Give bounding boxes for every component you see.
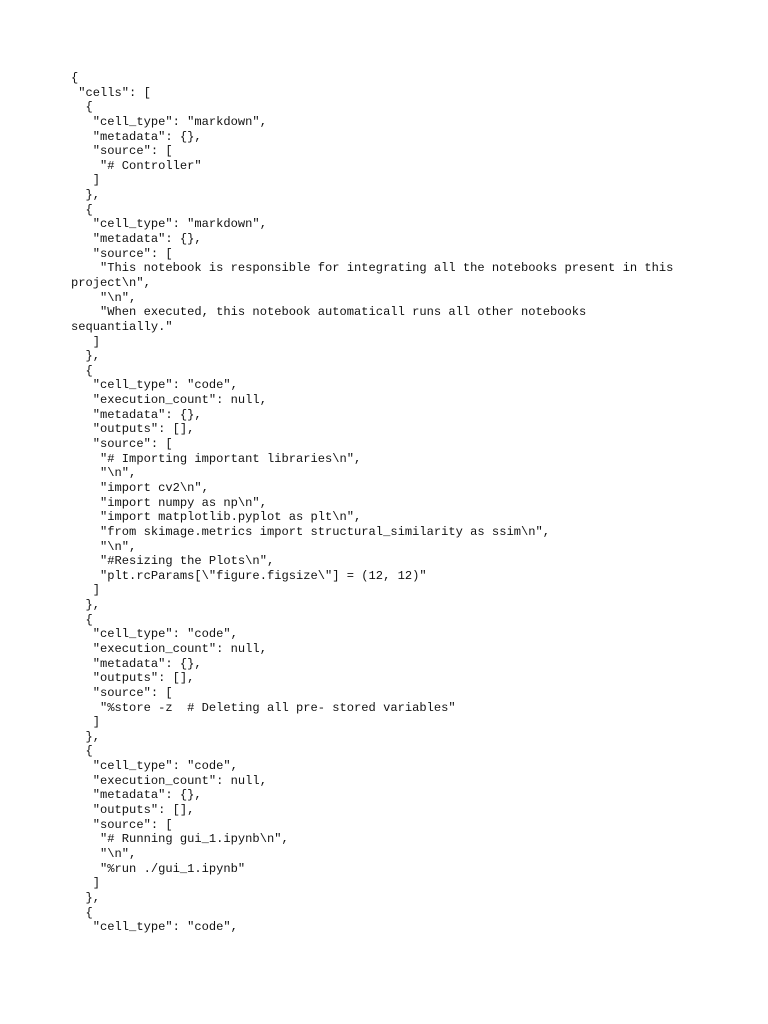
notebook-json-text <box>71 71 728 935</box>
code-line: ] <box>71 715 101 730</box>
code-line: "cell_type": "markdown", <box>71 217 267 232</box>
code-line: { <box>71 363 93 378</box>
code-line: { <box>71 100 93 115</box>
code-line: }, <box>71 890 101 905</box>
code-line: "outputs": [], <box>71 803 195 818</box>
code-line: "# Running gui_1.ipynb\n", <box>71 832 289 847</box>
code-line: "execution_count": null, <box>71 393 267 408</box>
code-line: }, <box>71 188 101 203</box>
code-line: "from skimage.metrics import structural_similarity as ssim\n", <box>71 524 550 539</box>
code-line: "\n", <box>71 290 137 305</box>
code-line: "source": [ <box>71 246 173 261</box>
code-line: "cell_type": "code", <box>71 759 238 774</box>
code-line: "outputs": [], <box>71 422 195 437</box>
code-line: ] <box>71 876 101 891</box>
code-line: "execution_count": null, <box>71 773 267 788</box>
code-line: "metadata": {}, <box>71 232 202 247</box>
code-line: }, <box>71 598 101 613</box>
code-line: }, <box>71 349 101 364</box>
code-line: ] <box>71 334 101 349</box>
code-line: { <box>71 71 79 85</box>
code-line: "metadata": {}, <box>71 788 202 803</box>
code-line: { <box>71 202 93 217</box>
code-line: ] <box>71 583 101 598</box>
code-line: }, <box>71 729 101 744</box>
code-line: "source": [ <box>71 685 173 700</box>
code-line: "%store -z # Deleting all pre- stored variables" <box>71 700 456 715</box>
code-line: { <box>71 612 93 627</box>
code-line: project\n", <box>71 275 151 290</box>
code-line: "metadata": {}, <box>71 656 202 671</box>
code-line: "source": [ <box>71 144 173 159</box>
code-line: "source": [ <box>71 817 173 832</box>
code-line: "\n", <box>71 466 137 481</box>
code-line: "# Importing important libraries\n", <box>71 451 362 466</box>
code-line: "cell_type": "code", <box>71 920 238 935</box>
code-line: "plt.rcParams[\"figure.figsize\"] = (12, 12)" <box>71 568 427 583</box>
code-line: "metadata": {}, <box>71 129 202 144</box>
code-line: ] <box>71 173 101 188</box>
code-line: "This notebook is responsible for integrating all the notebooks present in this <box>71 261 674 276</box>
code-line: "%run ./gui_1.ipynb" <box>71 861 246 876</box>
code-line: "execution_count": null, <box>71 641 267 656</box>
code-line: "metadata": {}, <box>71 407 202 422</box>
code-line: "outputs": [], <box>71 671 195 686</box>
code-line: "When executed, this notebook automaticall runs all other notebooks <box>71 305 587 320</box>
code-line: "cell_type": "markdown", <box>71 114 267 129</box>
code-line: "cell_type": "code", <box>71 627 238 642</box>
code-line: "# Controller" <box>71 158 202 173</box>
code-line: { <box>71 905 93 920</box>
code-line: "\n", <box>71 539 137 554</box>
code-line: "import numpy as np\n", <box>71 495 267 510</box>
code-line: "cell_type": "code", <box>71 378 238 393</box>
code-line: "import matplotlib.pyplot as plt\n", <box>71 510 362 525</box>
code-line: "cells": [ <box>71 85 151 100</box>
code-line: "#Resizing the Plots\n", <box>71 554 275 569</box>
code-line: sequantially." <box>71 319 173 334</box>
code-line: "source": [ <box>71 437 173 452</box>
code-line: "\n", <box>71 846 137 861</box>
code-line: { <box>71 744 93 759</box>
code-line: "import cv2\n", <box>71 480 209 495</box>
